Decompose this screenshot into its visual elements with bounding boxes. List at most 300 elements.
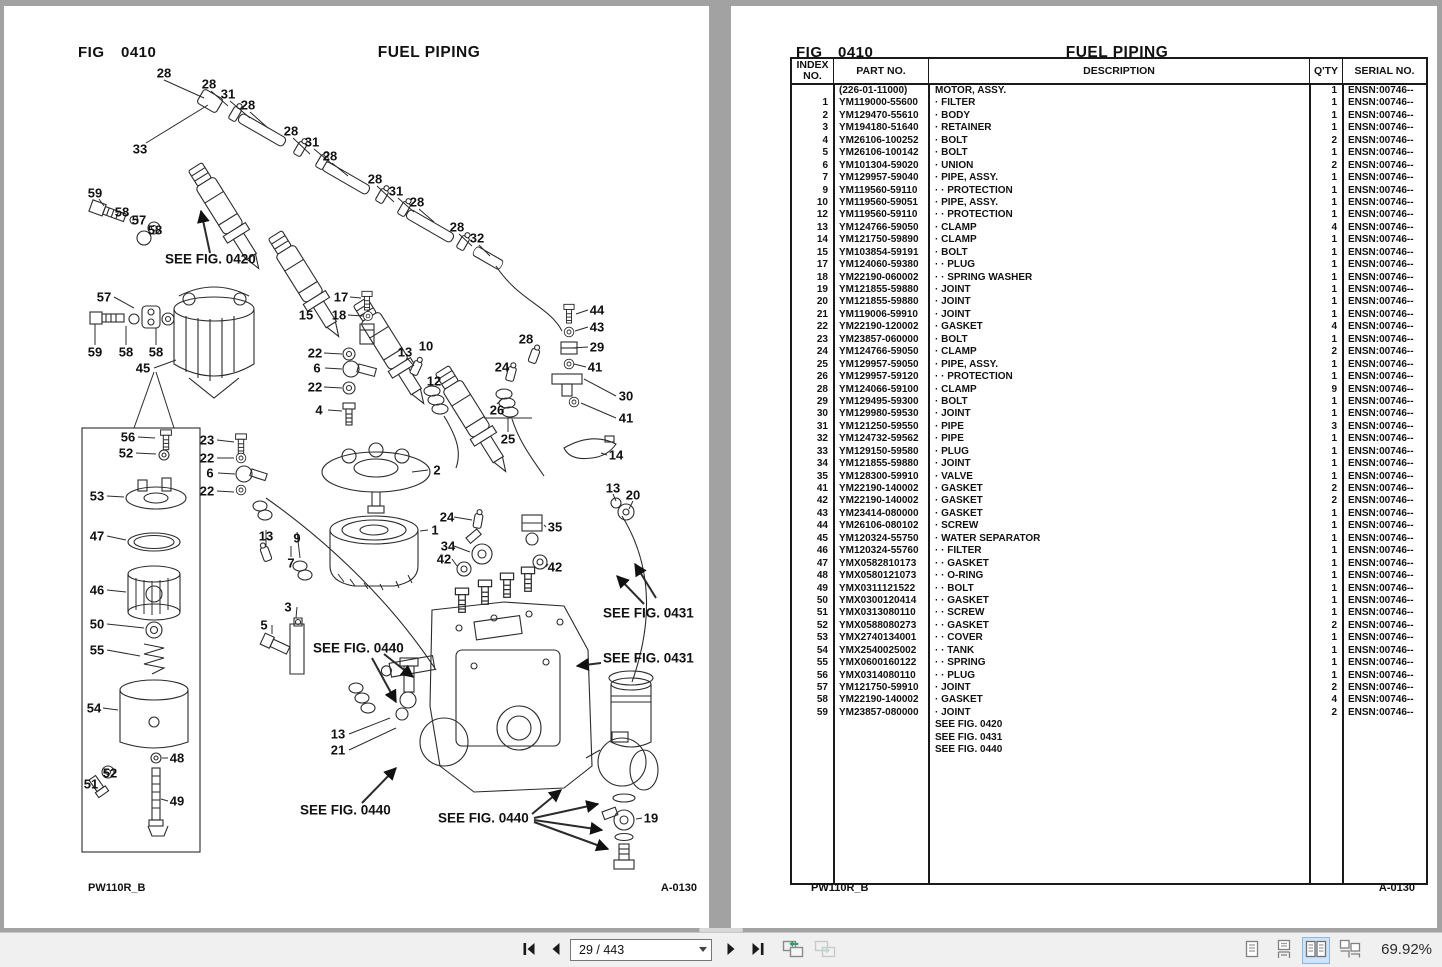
last-page-button[interactable] — [745, 936, 771, 962]
callout-label: 58 — [118, 344, 134, 360]
table-cell: · UNION — [935, 159, 974, 171]
table-cell: YM119560-59051 — [839, 196, 918, 208]
table-cell: ENSN:00746-- — [1348, 284, 1414, 295]
table-cell: 15 — [816, 246, 828, 258]
two-page-continuous-layout-button[interactable] — [1336, 937, 1364, 964]
table-row — [792, 595, 1426, 607]
callout-label: 17 — [333, 289, 349, 305]
table-cell: · GASKET — [935, 321, 983, 333]
table-cell: YM121750-59890 — [839, 234, 919, 246]
table-cell: 29 — [816, 395, 828, 407]
callout-label: 29 — [589, 339, 605, 355]
fig-number: 0410 — [121, 44, 157, 61]
table-cell: 6 — [822, 159, 828, 171]
see-fig-note: SEE FIG. 0420 — [165, 251, 256, 267]
table-cell: · PIPE, ASSY. — [935, 172, 998, 184]
table-row — [792, 222, 1426, 234]
next-view-button[interactable] — [812, 936, 838, 962]
table-row — [792, 234, 1426, 246]
table-cell: ENSN:00746-- — [1348, 221, 1414, 233]
callout-label: 57 — [131, 212, 147, 228]
callout-label: 10 — [418, 338, 434, 354]
callout-label: 12 — [426, 373, 442, 389]
table-cell: 1 — [1331, 470, 1337, 482]
callout-label: 22 — [199, 483, 215, 499]
table-cell: YMX0582810173 — [839, 557, 917, 569]
table-cell: ENSN:00746-- — [1348, 582, 1414, 594]
callout-label: 57 — [96, 289, 112, 305]
table-cell: 35 — [816, 470, 828, 482]
table-row — [792, 346, 1426, 358]
table-cell: YMX0588080273 — [839, 619, 917, 631]
callout-label: 23 — [199, 432, 215, 448]
table-cell: 49 — [816, 582, 828, 594]
table-cell: · · O-RING — [935, 570, 984, 582]
table-cell: YM129957-59120 — [839, 371, 919, 383]
parts-table-header — [792, 59, 1426, 85]
table-cell: 10 — [816, 196, 828, 208]
table-cell: 1 — [1331, 520, 1337, 532]
table-row — [792, 396, 1426, 408]
table-cell: ENSN:00746-- — [1348, 445, 1414, 457]
table-cell: YMX2540025002 — [839, 644, 917, 656]
table-cell: YM129980-59530 — [839, 408, 919, 420]
callout-label: 42 — [436, 551, 452, 567]
page-number-input[interactable] — [570, 939, 712, 961]
callout-label: 43 — [589, 319, 605, 335]
callout-label: 1 — [431, 522, 439, 538]
table-cell: ENSN:00746-- — [1348, 358, 1414, 370]
callout-label: 52 — [118, 445, 134, 461]
previous-view-icon — [782, 940, 804, 958]
callout-label: 28 — [240, 97, 256, 113]
zoom-level[interactable]: 69.92% — [1381, 941, 1432, 958]
table-row — [792, 122, 1426, 134]
table-cell — [1310, 719, 1343, 731]
callout-label: 28 — [156, 65, 172, 81]
table-cell: · CLAMP — [935, 346, 977, 358]
table-cell: 1 — [1331, 97, 1337, 109]
table-row — [792, 719, 1426, 731]
table-cell: YM129470-55610 — [839, 109, 919, 121]
table-cell: 1 — [1331, 607, 1337, 619]
table-cell: ENSN:00746-- — [1348, 346, 1414, 358]
table-cell: ENSN:00746-- — [1348, 296, 1414, 308]
table-cell: 17 — [816, 259, 828, 271]
table-cell: 46 — [816, 545, 828, 557]
table-row — [792, 732, 1426, 744]
document-page-left — [4, 6, 709, 928]
document-page-right — [731, 6, 1437, 928]
table-cell: 1 — [1331, 371, 1337, 383]
table-cell: 1 — [1331, 644, 1337, 656]
table-cell: · CLAMP — [935, 221, 977, 233]
table-cell: ENSN:00746-- — [1348, 520, 1414, 532]
table-cell: · · SPRING — [935, 657, 986, 669]
callout-label: 6 — [313, 360, 321, 376]
table-row — [792, 97, 1426, 109]
table-cell: 25 — [816, 358, 828, 370]
table-cell: YM124060-59380 — [839, 259, 919, 271]
table-row — [792, 321, 1426, 333]
table-cell: 1 — [1331, 669, 1337, 681]
two-page-layout-icon — [1305, 939, 1327, 962]
table-cell: YM121750-59910 — [839, 682, 919, 693]
table-cell: 14 — [816, 234, 828, 246]
table-cell: YM26106-100252 — [839, 134, 919, 146]
table-cell: YMX0313080110 — [839, 607, 916, 619]
table-cell: ENSN:00746-- — [1348, 333, 1414, 345]
continuous-layout-button[interactable] — [1270, 937, 1298, 964]
table-cell: YM101304-59020 — [839, 159, 919, 171]
table-cell: ENSN:00746-- — [1348, 308, 1414, 320]
callout-label: 13 — [258, 528, 274, 544]
callout-label: 28 — [283, 123, 299, 139]
table-cell: ENSN:00746-- — [1348, 321, 1414, 333]
table-cell: · PIPE — [935, 420, 964, 432]
callout-label: 58 — [147, 222, 163, 238]
table-cell: · VALVE — [935, 470, 973, 482]
fig-label: FIG — [78, 44, 105, 61]
table-row — [792, 197, 1426, 209]
table-row — [792, 744, 1426, 756]
table-cell: ENSN:00746-- — [1348, 458, 1414, 470]
table-cell: ENSN:00746-- — [1348, 172, 1414, 184]
table-cell: YM120324-55760 — [839, 545, 919, 557]
table-row — [792, 446, 1426, 458]
table-cell: ENSN:00746-- — [1348, 371, 1414, 383]
table-cell: 2 — [822, 109, 828, 121]
table-cell: 28 — [816, 383, 828, 395]
table-cell: 24 — [816, 346, 828, 358]
callout-label: 22 — [199, 450, 215, 466]
table-cell: · JOINT — [935, 682, 971, 693]
table-cell: 1 — [1331, 358, 1337, 370]
table-cell: ENSN:00746-- — [1348, 271, 1414, 283]
table-cell: 47 — [816, 557, 828, 569]
callout-label: 6 — [206, 465, 214, 481]
next-page-button[interactable] — [718, 936, 744, 962]
table-cell: ENSN:00746-- — [1348, 420, 1414, 432]
table-cell: 2 — [1331, 706, 1337, 718]
page-number-combo[interactable] — [570, 939, 712, 961]
table-row — [792, 570, 1426, 582]
table-cell: YM26106-100142 — [839, 147, 919, 159]
table-cell: YM22190-140002 — [839, 495, 919, 507]
callout-label: 28 — [322, 148, 338, 164]
table-cell: 43 — [816, 507, 828, 519]
table-row — [792, 135, 1426, 147]
table-cell: ENSN:00746-- — [1348, 383, 1414, 395]
table-cell: ENSN:00746-- — [1348, 184, 1414, 196]
table-cell: YMX0300120414 — [839, 594, 917, 606]
table-cell: 45 — [816, 532, 828, 544]
table-cell: · · PLUG — [935, 669, 975, 681]
table-row — [792, 309, 1426, 321]
table-row — [792, 172, 1426, 184]
column-header-index: INDEX NO. — [792, 59, 834, 83]
table-cell: 1 — [1331, 594, 1337, 606]
callout-label: 20 — [625, 487, 641, 503]
table-row — [792, 272, 1426, 284]
table-row — [792, 694, 1426, 706]
callout-label: 28 — [367, 171, 383, 187]
callout-label: 22 — [307, 345, 323, 361]
table-cell: 4 — [1331, 221, 1337, 233]
callout-label: 32 — [469, 230, 485, 246]
table-row — [792, 247, 1426, 259]
page-title: FUEL PIPING — [377, 44, 481, 61]
fig-label: FIG — [796, 44, 823, 61]
table-cell: YMX2740134001 — [839, 632, 917, 644]
callout-label: 54 — [86, 700, 102, 716]
callout-label: 28 — [449, 219, 465, 235]
previous-view-button[interactable] — [780, 936, 806, 962]
table-cell: 1 — [1331, 657, 1337, 669]
table-cell: · BOLT — [935, 134, 968, 146]
table-cell: ENSN:00746-- — [1348, 607, 1414, 619]
table-cell: YM119000-55600 — [839, 97, 918, 109]
callout-label: 31 — [220, 86, 236, 102]
table-cell: · · GASKET — [935, 594, 989, 606]
table-row — [792, 85, 1426, 97]
callout-label: 44 — [589, 302, 605, 318]
table-cell: YM121855-59880 — [839, 458, 919, 470]
table-cell: YM22190-140002 — [839, 694, 919, 706]
table-cell: ENSN:00746-- — [1348, 619, 1414, 631]
table-row — [792, 359, 1426, 371]
table-cell: ENSN:00746-- — [1348, 682, 1414, 693]
table-cell — [834, 719, 929, 731]
table-row — [792, 670, 1426, 682]
table-cell: SEE FIG. 0431 — [935, 731, 1003, 743]
table-cell: 1 — [1331, 209, 1337, 221]
table-row — [792, 545, 1426, 557]
table-cell: YM120324-55750 — [839, 532, 919, 544]
table-cell: · FILTER — [935, 97, 976, 109]
table-row — [792, 110, 1426, 122]
table-cell: 57 — [816, 682, 828, 693]
table-cell: SEE FIG. 0420 — [935, 719, 1003, 731]
column-header-qty: Q'TY — [1310, 59, 1343, 83]
two-page-layout-button[interactable] — [1302, 937, 1330, 964]
table-cell: ENSN:00746-- — [1348, 570, 1414, 582]
see-fig-note: SEE FIG. 0440 — [300, 802, 391, 818]
table-cell: 4 — [822, 134, 828, 146]
footer-doc-code: PW110R_B — [88, 882, 146, 894]
fuel-piping-diagram — [4, 6, 709, 928]
callout-label: 2 — [433, 462, 441, 478]
parts-table-rows — [792, 85, 1426, 757]
table-cell: 33 — [816, 445, 828, 457]
single-page-layout-button[interactable] — [1238, 937, 1266, 964]
previous-page-button[interactable] — [543, 936, 569, 962]
table-cell: ENSN:00746-- — [1348, 109, 1414, 121]
table-cell: ENSN:00746-- — [1348, 557, 1414, 569]
table-cell: · RETAINER — [935, 122, 992, 134]
table-row — [792, 707, 1426, 719]
table-cell: · · FILTER — [935, 545, 982, 557]
callout-label: 31 — [304, 134, 320, 150]
table-cell: · SCREW — [935, 520, 979, 532]
table-cell: · PIPE, ASSY. — [935, 358, 998, 370]
table-cell: 2 — [1331, 159, 1337, 171]
table-cell: · GASKET — [935, 694, 983, 706]
table-cell: · BOLT — [935, 147, 968, 159]
table-cell: 53 — [816, 632, 828, 644]
parts-table — [790, 57, 1428, 885]
table-cell: 32 — [816, 433, 828, 445]
table-row — [792, 682, 1426, 694]
table-cell: 58 — [816, 694, 828, 706]
table-row — [792, 185, 1426, 197]
table-row — [792, 433, 1426, 445]
table-cell: YM119560-59110 — [839, 184, 918, 196]
table-cell: 1 — [1331, 196, 1337, 208]
table-cell: YM121855-59880 — [839, 284, 919, 295]
table-cell: ENSN:00746-- — [1348, 159, 1414, 171]
callout-label: 7 — [287, 555, 295, 571]
table-cell: · PLUG — [935, 445, 969, 457]
first-page-button[interactable] — [516, 936, 542, 962]
table-cell: · GASKET — [935, 507, 983, 519]
callout-label: 55 — [89, 642, 105, 658]
callout-label: 31 — [388, 183, 404, 199]
callout-label: 18 — [331, 307, 347, 323]
table-cell: ENSN:00746-- — [1348, 196, 1414, 208]
table-cell: ENSN:00746-- — [1348, 532, 1414, 544]
callout-label: 21 — [330, 742, 346, 758]
parts-table-body — [792, 85, 1426, 883]
table-cell: ENSN:00746-- — [1348, 470, 1414, 482]
table-cell: MOTOR, ASSY. — [935, 85, 1007, 96]
table-cell: ENSN:00746-- — [1348, 122, 1414, 134]
table-cell: 18 — [816, 271, 828, 283]
table-cell: 1 — [1331, 507, 1337, 519]
table-cell: YM124732-59562 — [839, 433, 919, 445]
table-cell: ENSN:00746-- — [1348, 209, 1414, 221]
table-cell: ENSN:00746-- — [1348, 632, 1414, 644]
table-row — [792, 645, 1426, 657]
table-cell: ENSN:00746-- — [1348, 495, 1414, 507]
table-cell: 44 — [816, 520, 828, 532]
table-cell: ENSN:00746-- — [1348, 507, 1414, 519]
table-row — [792, 384, 1426, 396]
table-cell: (226-01-11000) — [839, 85, 908, 96]
next-page-icon — [723, 941, 739, 957]
table-cell: YMX0314080110 — [839, 669, 916, 681]
see-fig-note: SEE FIG. 0431 — [603, 605, 694, 621]
callout-label: 45 — [135, 360, 151, 376]
table-cell: · JOINT — [935, 308, 971, 320]
callout-label: 35 — [547, 519, 563, 535]
table-cell: 1 — [1331, 570, 1337, 582]
table-cell: YMX0600160122 — [839, 657, 917, 669]
table-cell: · PIPE — [935, 433, 964, 445]
table-cell: 1 — [1331, 532, 1337, 544]
table-cell: 31 — [816, 420, 828, 432]
table-cell: 1 — [1331, 296, 1337, 308]
table-cell — [1310, 744, 1343, 756]
table-row — [792, 408, 1426, 420]
table-cell: 7 — [822, 172, 828, 184]
table-cell: · JOINT — [935, 284, 971, 295]
table-cell: · JOINT — [935, 408, 971, 420]
table-cell — [1343, 744, 1426, 756]
callout-label: 14 — [608, 447, 624, 463]
table-cell: ENSN:00746-- — [1348, 147, 1414, 159]
table-cell — [834, 744, 929, 756]
table-row — [792, 620, 1426, 632]
table-cell: 26 — [816, 371, 828, 383]
table-cell: YM121855-59880 — [839, 296, 919, 308]
table-cell: · · PROTECTION — [935, 184, 1013, 196]
table-cell: · · SPRING WASHER — [935, 271, 1033, 283]
table-cell: 30 — [816, 408, 828, 420]
table-cell: · · BOLT — [935, 582, 974, 594]
table-cell: · · TANK — [935, 644, 975, 656]
table-cell — [792, 732, 834, 744]
table-row — [792, 483, 1426, 495]
table-cell — [792, 744, 834, 756]
callout-label: 56 — [120, 429, 136, 445]
table-cell: 34 — [816, 458, 828, 470]
table-row — [792, 583, 1426, 595]
table-cell: · BOLT — [935, 333, 968, 345]
table-cell: ENSN:00746-- — [1348, 234, 1414, 246]
table-cell: ENSN:00746-- — [1348, 644, 1414, 656]
table-cell: ENSN:00746-- — [1348, 433, 1414, 445]
table-cell: ENSN:00746-- — [1348, 594, 1414, 606]
table-cell: · · SCREW — [935, 607, 985, 619]
table-cell: · · PROTECTION — [935, 371, 1013, 383]
table-cell: 4 — [1331, 694, 1337, 706]
last-page-icon — [750, 941, 766, 957]
table-cell: 1 — [1331, 85, 1337, 96]
table-cell: 2 — [1331, 619, 1337, 631]
table-cell: 2 — [1331, 483, 1337, 494]
see-fig-note: SEE FIG. 0440 — [313, 640, 404, 656]
table-cell: YM119006-59910 — [839, 308, 918, 320]
table-cell: 1 — [1331, 333, 1337, 345]
table-cell: 56 — [816, 669, 828, 681]
table-cell: · BODY — [935, 109, 970, 121]
table-row — [792, 334, 1426, 346]
table-cell — [1310, 732, 1343, 744]
table-cell: ENSN:00746-- — [1348, 395, 1414, 407]
table-cell: YM129957-59050 — [839, 358, 919, 370]
callout-label: 49 — [169, 793, 185, 809]
table-cell: 1 — [1331, 458, 1337, 470]
table-cell: YM22190-140002 — [839, 483, 919, 494]
table-cell: 4 — [1331, 321, 1337, 333]
callout-label: 42 — [547, 559, 563, 575]
table-cell: 51 — [816, 607, 828, 619]
table-row — [792, 607, 1426, 619]
callout-label: 25 — [500, 431, 516, 447]
table-cell — [1343, 732, 1426, 744]
footer-page-code: A-0130 — [660, 882, 697, 894]
table-cell: 13 — [816, 221, 828, 233]
table-cell: 2 — [1331, 682, 1337, 693]
callout-label: 51 — [83, 776, 99, 792]
callout-label: 47 — [89, 528, 105, 544]
table-cell: 48 — [816, 570, 828, 582]
previous-page-icon — [548, 941, 564, 957]
table-cell: YM22190-060002 — [839, 271, 919, 283]
table-cell: · PIPE, ASSY. — [935, 196, 998, 208]
table-cell: 1 — [1331, 246, 1337, 258]
